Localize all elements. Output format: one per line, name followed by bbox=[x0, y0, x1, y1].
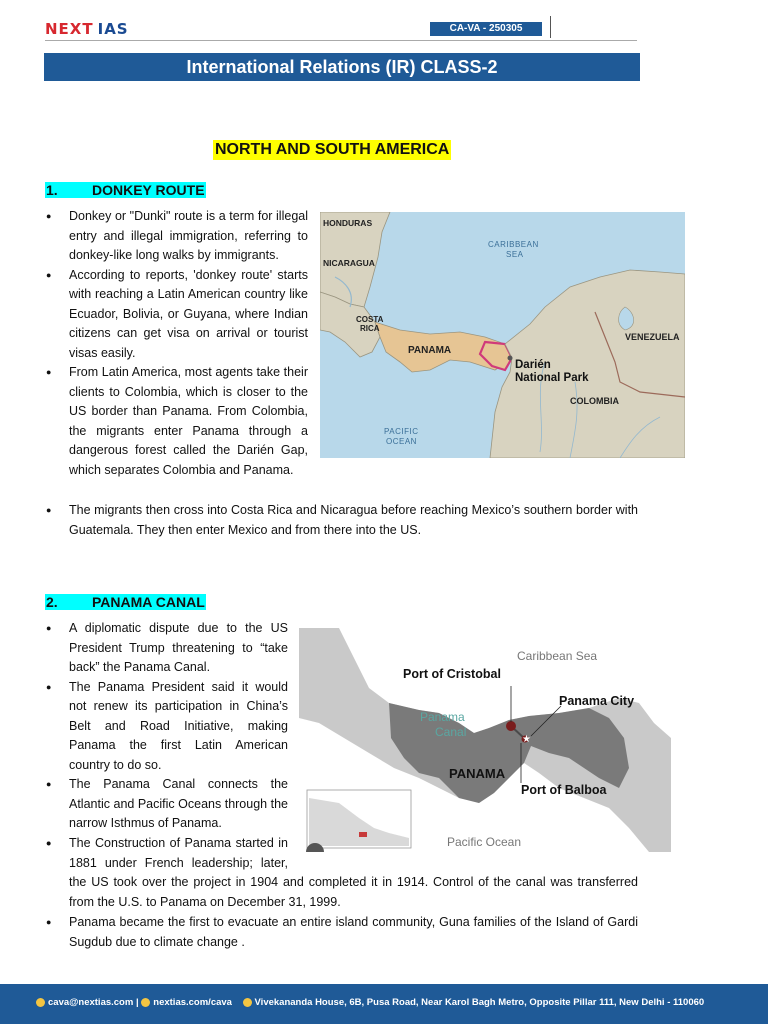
list-item: ● The migrants then cross into Costa Rica and Nicaragua before reaching Mexico’s southern border with Guatemala. They then enter Mexico and from there into the US. bbox=[45, 501, 638, 540]
list-item: ● According to reports, 'donkey route' starts with reaching a Latin American country like Ecuador, Bolivia, or Guyana, where Indian citizens can get visa on arrival or tourist visas easily. bbox=[45, 266, 308, 364]
list-item: ● From Latin America, most agents take their clients to Colombia, which is closer to the US border than Panama. From Colombia, the migrants enter Panama through a dangerous forest called the Darién Gap, which separates Colombia and Panama. bbox=[45, 363, 308, 480]
map-label-pacific-1: PACIFIC bbox=[384, 427, 419, 436]
header-rule bbox=[45, 40, 637, 41]
map-label-darien-2: National Park bbox=[515, 372, 589, 384]
list-item: The Construction of Panama started in 1881 under French leadership; later, the US took over the project in 1904 and completed it in 1914. Control of the canal was transferred from the U.S. to Panama on December 31, 1999. bbox=[69, 836, 638, 909]
page-title: NORTH AND SOUTH AMERICA bbox=[215, 141, 450, 158]
map-label-pacific-2: OCEAN bbox=[386, 437, 417, 446]
map-label-caribbean-sea: Caribbean Sea bbox=[517, 649, 598, 663]
panama-canal-map-image bbox=[299, 628, 671, 852]
list-item: ● A diplomatic dispute due to the US President Trump threatening to “take back” the Panama Canal. bbox=[45, 619, 288, 678]
section2-bullets-tail bbox=[45, 913, 638, 952]
section1-bullets-narrow bbox=[45, 207, 308, 480]
map-label-pacific-ocean: Pacific Ocean bbox=[447, 835, 522, 849]
map-label-darien-1: Darién bbox=[515, 359, 551, 371]
darien-map bbox=[320, 212, 685, 458]
class-banner: International Relations (IR) CLASS-2 bbox=[44, 53, 640, 81]
map-label-caribbean-1: CARIBBEAN bbox=[488, 240, 539, 249]
map-label-port-cristobal: Port of Cristobal bbox=[403, 667, 501, 681]
document-code-badge: CA-VA - 250305 bbox=[430, 22, 542, 36]
map-label-colombia: COLOMBIA bbox=[570, 396, 619, 406]
section1-heading bbox=[45, 182, 206, 200]
map-label-honduras: HONDURAS bbox=[323, 218, 373, 228]
section2-bullets-narrow bbox=[45, 619, 288, 834]
map-label-nicaragua: NICARAGUA bbox=[323, 258, 375, 268]
section2-heading bbox=[45, 594, 206, 612]
panama-canal-map bbox=[299, 628, 671, 852]
list-item: ● Donkey or "Dunki" route is a term for illegal entry and illegal immigration, referring to donkey-like long walks by immigrants. bbox=[45, 207, 308, 266]
email-icon bbox=[36, 998, 45, 1007]
list-item: ● Panama became the first to evacuate an entire island community, Guna families of the Island of Gardi Sugdub due to climate change . bbox=[45, 913, 638, 952]
list-item: ● The Panama President said it would not renew its participation in China’s Belt and Road Initiative, making Panama the first Latin American country to do so. bbox=[45, 678, 288, 776]
page-footer bbox=[0, 984, 768, 1024]
logo-next-text: NEXT bbox=[45, 20, 94, 38]
footer-website[interactable]: nextias.com/cava bbox=[153, 997, 232, 1008]
footer-address: Vivekananda House, 6B, Pusa Road, Near Karol Bagh Metro, Opposite Pillar 111, New Delhi - 110060 bbox=[254, 997, 705, 1008]
section1-bullets-wide bbox=[45, 501, 638, 540]
map-label-venezuela: VENEZUELA bbox=[625, 332, 680, 342]
next-ias-logo bbox=[45, 20, 129, 38]
bullet-marker: ● bbox=[46, 838, 52, 848]
globe-icon bbox=[141, 998, 150, 1007]
map-label-port-balboa: Port of Balboa bbox=[521, 783, 607, 797]
logo-ias-text: IAS bbox=[97, 20, 129, 38]
location-pin-icon bbox=[243, 998, 252, 1007]
map-label-costa-rica-2: RICA bbox=[360, 324, 380, 333]
section2-number: 2. bbox=[46, 594, 58, 610]
map-label-panama-city: Panama City bbox=[559, 694, 635, 708]
section1-number: 1. bbox=[46, 182, 58, 198]
section2-title: PANAMA CANAL bbox=[92, 594, 205, 610]
map-label-panama: PANAMA bbox=[408, 345, 452, 356]
map-label-costa-rica-1: COSTA bbox=[356, 315, 384, 324]
list-item: ● The Panama Canal connects the Atlantic and Pacific Oceans through the narrow Isthmus of Panama. bbox=[45, 775, 288, 834]
svg-text:★: ★ bbox=[522, 734, 531, 745]
darien-map-image bbox=[320, 212, 685, 458]
section1-title: DONKEY ROUTE bbox=[92, 182, 205, 198]
map-label-canal-1: Panama bbox=[420, 710, 465, 724]
footer-email[interactable]: cava@nextias.com bbox=[48, 997, 134, 1008]
map-label-caribbean-2: SEA bbox=[506, 250, 524, 259]
footer-separator: | bbox=[135, 997, 139, 1008]
map-label-panama-country: PANAMA bbox=[449, 766, 506, 781]
map-label-canal-2: Canal bbox=[435, 725, 467, 739]
header-divider bbox=[550, 16, 551, 38]
